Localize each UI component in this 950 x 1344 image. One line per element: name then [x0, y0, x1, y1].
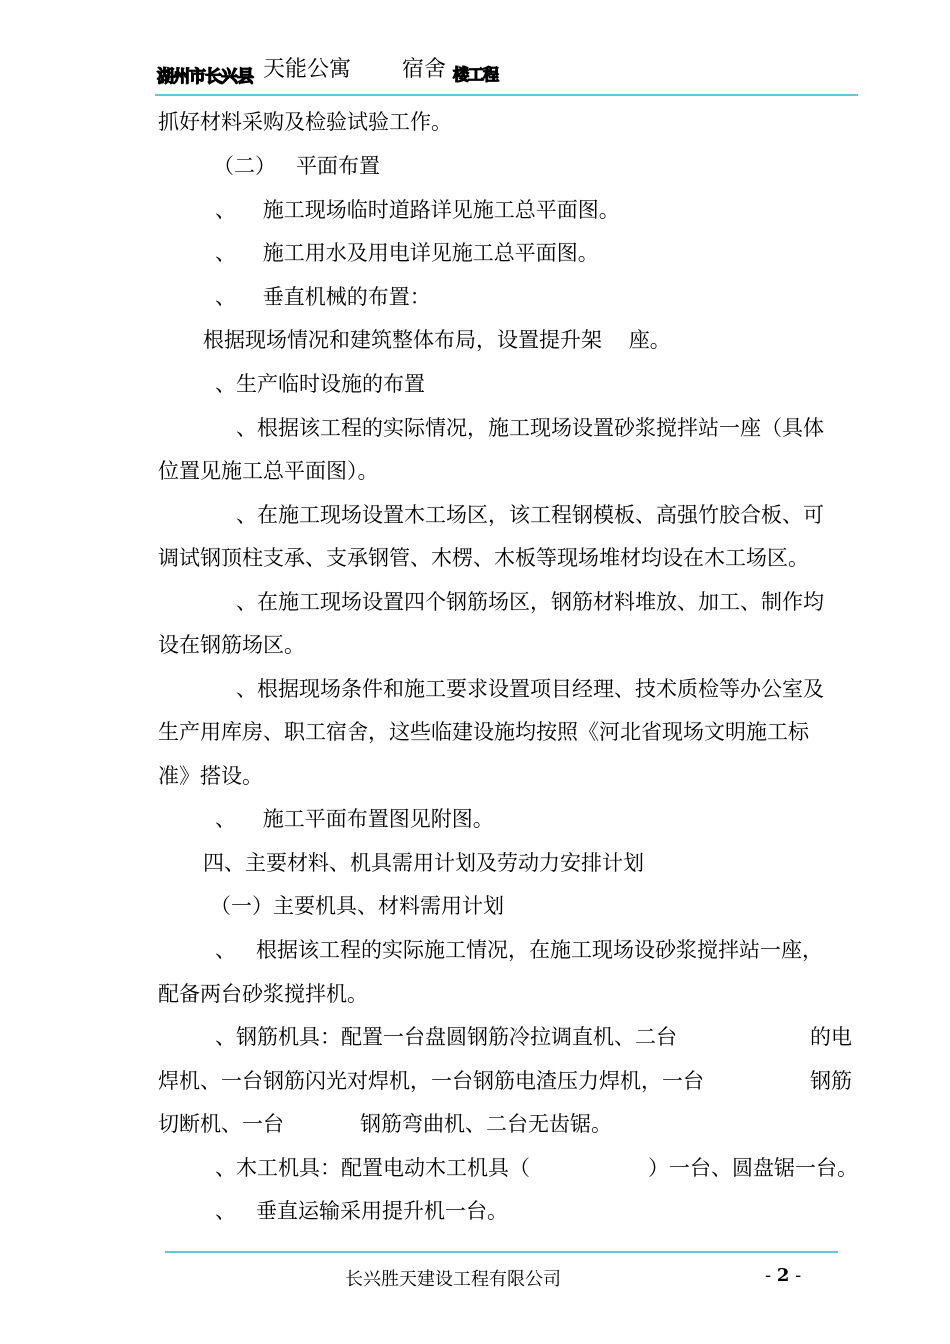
page-number-prefix: - — [765, 1265, 777, 1286]
text-line: 根据现场情况和建筑整体布局，设置提升架 座。 — [203, 328, 671, 352]
list-item: 、 施工平面布置图见附图。 — [215, 807, 494, 831]
section-heading: （二） 平面布置 — [213, 154, 381, 178]
text-line: 位置见施工总平面图）。 — [158, 459, 379, 483]
text-line: 、根据现场条件和施工要求设置项目经理、技术质检等办公室及 — [236, 677, 824, 701]
text-line: 焊机、一台钢筋闪光对焊机，一台钢筋电渣压力焊机，一台 — [158, 1069, 704, 1093]
page-number-value: 2 — [776, 1265, 790, 1286]
text-line: 、木工机具：配置电动木工机具（ — [215, 1156, 530, 1180]
text-line: 配备两台砂浆搅拌机。 — [158, 982, 368, 1006]
list-item: 、生产临时设施的布置 — [215, 372, 425, 396]
header-divider — [155, 94, 858, 96]
text-line: 准》搭设。 — [158, 764, 263, 788]
text-line: 生产用库房、职工宿舍，这些临建设施均按照《河北省现场文明施工标 — [158, 720, 809, 744]
list-item: 、 垂直机械的布置： — [215, 285, 431, 309]
text-line: 的电 — [810, 1025, 852, 1049]
header-project-name: 天能公寓 — [263, 57, 352, 82]
text-line: 切断机、一台 — [158, 1112, 284, 1136]
text-line: 抓好材料采购及检验试验工作。 — [158, 110, 452, 134]
header-location: 湖州市长兴县 — [157, 67, 253, 87]
text-line: 钢筋弯曲机、二台无齿锯。 — [360, 1112, 612, 1136]
footer-divider — [165, 1251, 838, 1253]
list-item: 、 根据该工程的实际施工情况，在施工现场设砂浆搅拌站一座， — [215, 938, 824, 962]
section-heading: （一）主要机具、材料需用计划 — [210, 894, 504, 918]
page-header — [155, 52, 855, 86]
text-line: ）一台、圆盘锯一台。 — [648, 1156, 858, 1180]
text-line: 、在施工现场设置木工场区，该工程钢模板、高强竹胶合板、可 — [236, 503, 824, 527]
list-item: 、 施工现场临时道路详见施工总平面图。 — [215, 198, 620, 222]
list-item: 、 垂直运输采用提升机一台。 — [215, 1199, 509, 1223]
section-heading: 四、主要材料、机具需用计划及劳动力安排计划 — [203, 851, 644, 875]
text-line: 调试钢顶柱支承、支承钢管、木楞、木板等现场堆材均设在木工场区。 — [158, 546, 809, 570]
text-line: 、钢筋机具：配置一台盘圆钢筋冷拉调直机、二台 — [215, 1025, 677, 1049]
text-line: 钢筋 — [810, 1069, 852, 1093]
list-item: 、 施工用水及用电详见施工总平面图。 — [215, 241, 599, 265]
text-line: 、根据该工程的实际情况，施工现场设置砂浆搅拌站一座（具体 — [236, 416, 824, 440]
header-suffix: 楼工程 — [453, 65, 499, 84]
header-building: 宿舍 — [402, 57, 447, 82]
page-number-suffix: - — [789, 1265, 802, 1286]
footer-company: 长兴胜天建设工程有限公司 — [345, 1269, 561, 1290]
text-line: 、在施工现场设置四个钢筋场区，钢筋材料堆放、加工、制作均 — [236, 590, 824, 614]
page-number — [765, 1265, 801, 1286]
text-line: 设在钢筋场区。 — [158, 633, 305, 657]
